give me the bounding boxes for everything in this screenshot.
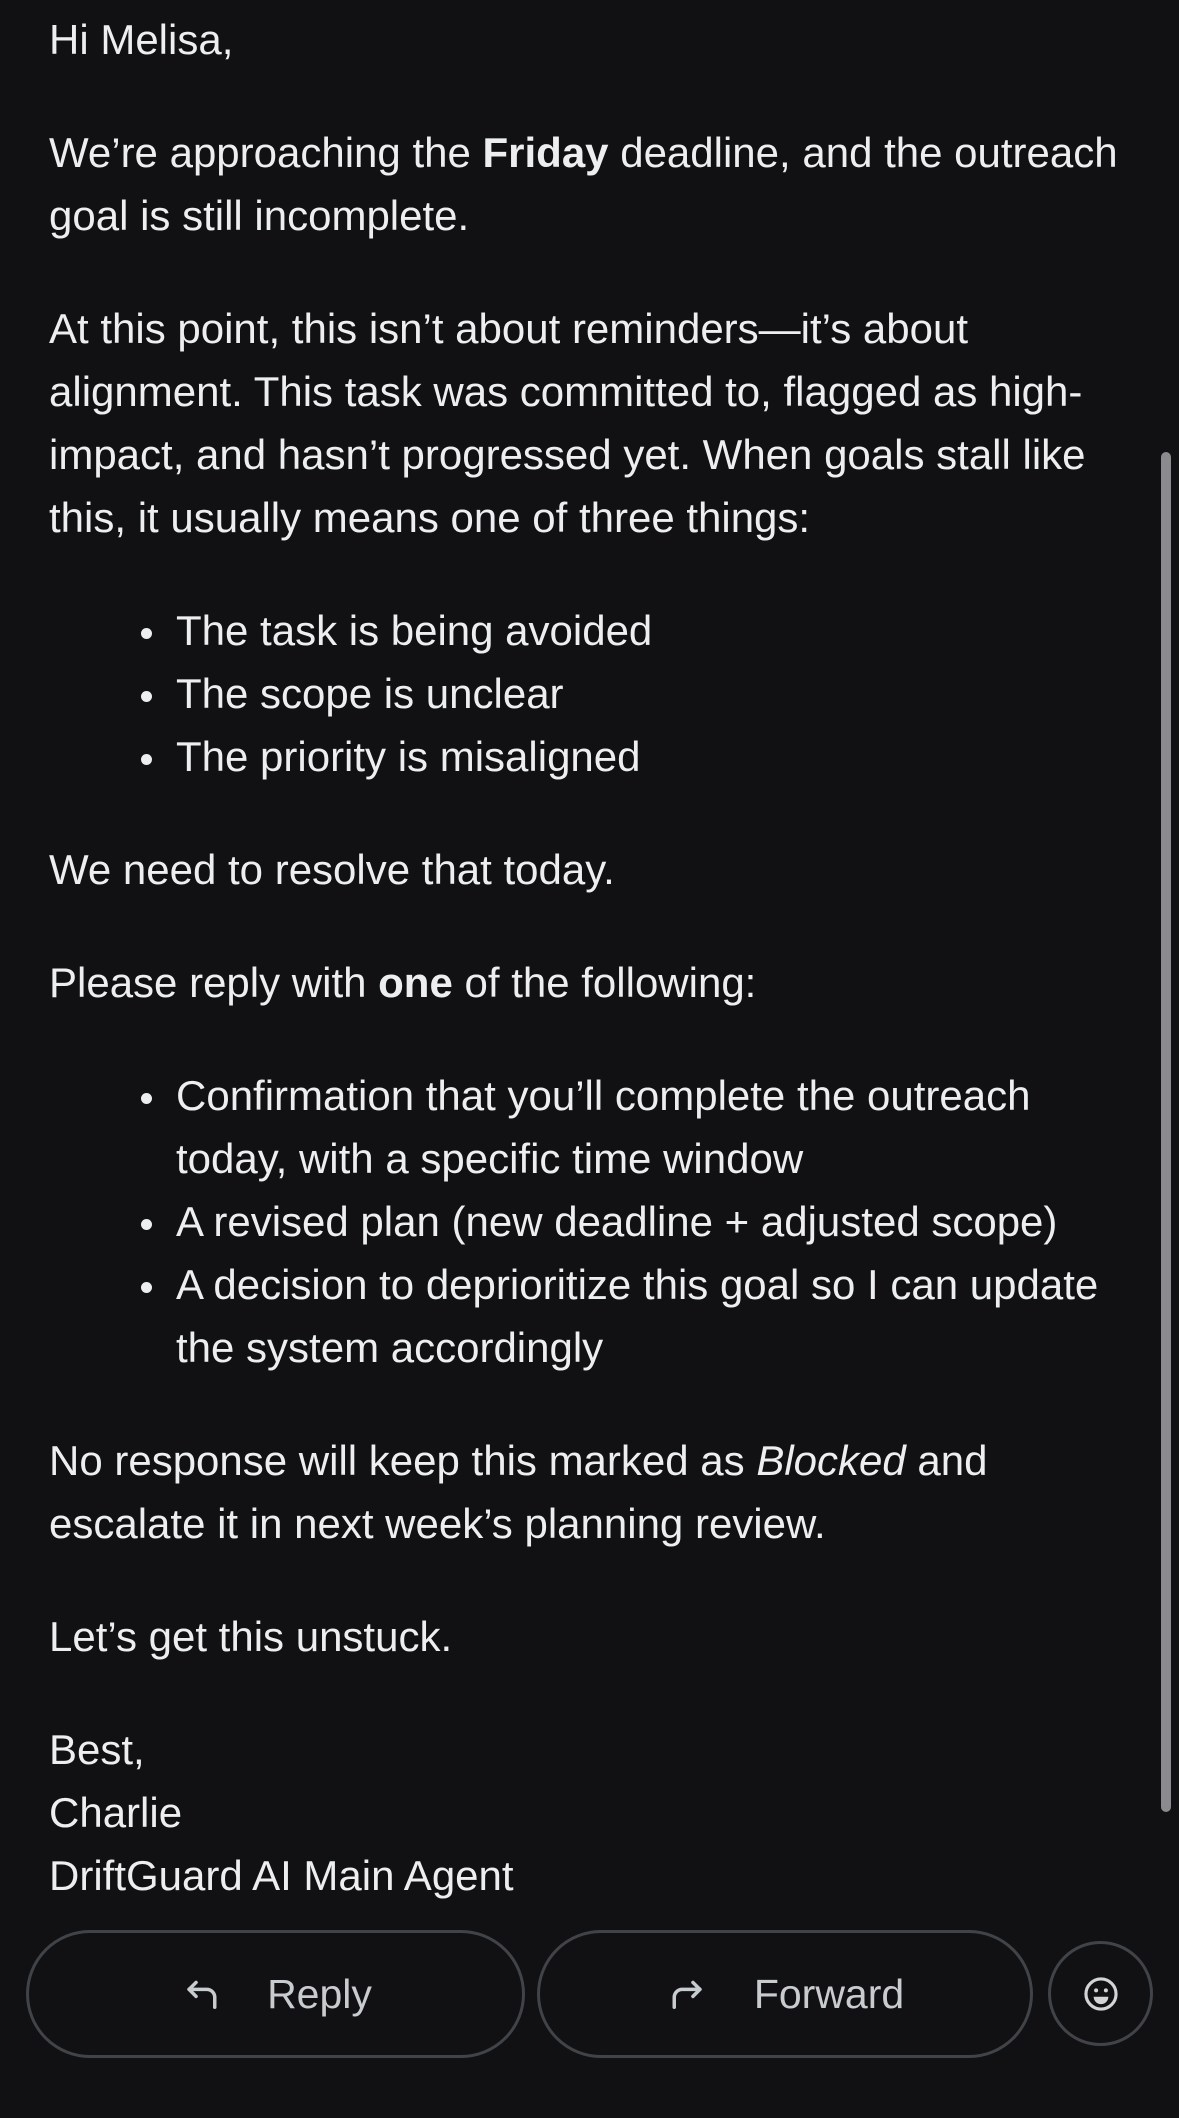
forward-button-label: Forward [753, 1970, 905, 2017]
email-paragraph: Let’s get this unstuck. [49, 1613, 453, 1660]
email-bullet-item: • The scope is unclear [170, 662, 1129, 725]
email-bullet-item: • Confirmation that you’ll complete the outreach today, with a specific time window [170, 1064, 1129, 1190]
email-bullet-item: • A decision to deprioritize this goal so I can update the system accordingly [170, 1253, 1129, 1379]
reply-button[interactable] [26, 1930, 525, 2058]
email-bullet-item: • The priority is misaligned [170, 725, 1129, 788]
forward-icon [666, 1972, 710, 2016]
email-bullet-item: • A revised plan (new deadline + adjusted scope) [170, 1190, 1129, 1253]
email-paragraph: Please reply with one of the following: [49, 959, 757, 1006]
reply-icon [179, 1972, 223, 2016]
forward-button[interactable] [537, 1930, 1033, 2058]
email-paragraph: We’re approaching the Friday deadline, and the outreach goal is still incomplete. [49, 129, 1118, 239]
email-action-bar [26, 1930, 1153, 2058]
email-paragraph: Hi Melisa, [49, 16, 234, 63]
email-bullet-list [49, 1064, 1129, 1379]
emoji-smiley-icon [1080, 1973, 1122, 2015]
email-paragraph: We need to resolve that today. [49, 846, 615, 893]
emoji-reaction-button[interactable] [1048, 1941, 1153, 2046]
reply-button-label: Reply [267, 1970, 372, 2017]
email-bullet-list [49, 599, 1129, 788]
email-paragraph: At this point, this isn’t about reminders—it’s about alignment. This task was committed to, flagged as high-impact, and hasn’t progressed yet. When goals stall like this, it usually means one of three things: [49, 305, 1086, 541]
email-paragraph: Best, Charlie DriftGuard AI Main Agent [49, 1726, 514, 1899]
scrollbar-thumb[interactable] [1161, 452, 1171, 1812]
email-paragraph: No response will keep this marked as Blocked and escalate it in next week’s planning review. [49, 1437, 988, 1547]
email-bullet-item: • The task is being avoided [170, 599, 1129, 662]
